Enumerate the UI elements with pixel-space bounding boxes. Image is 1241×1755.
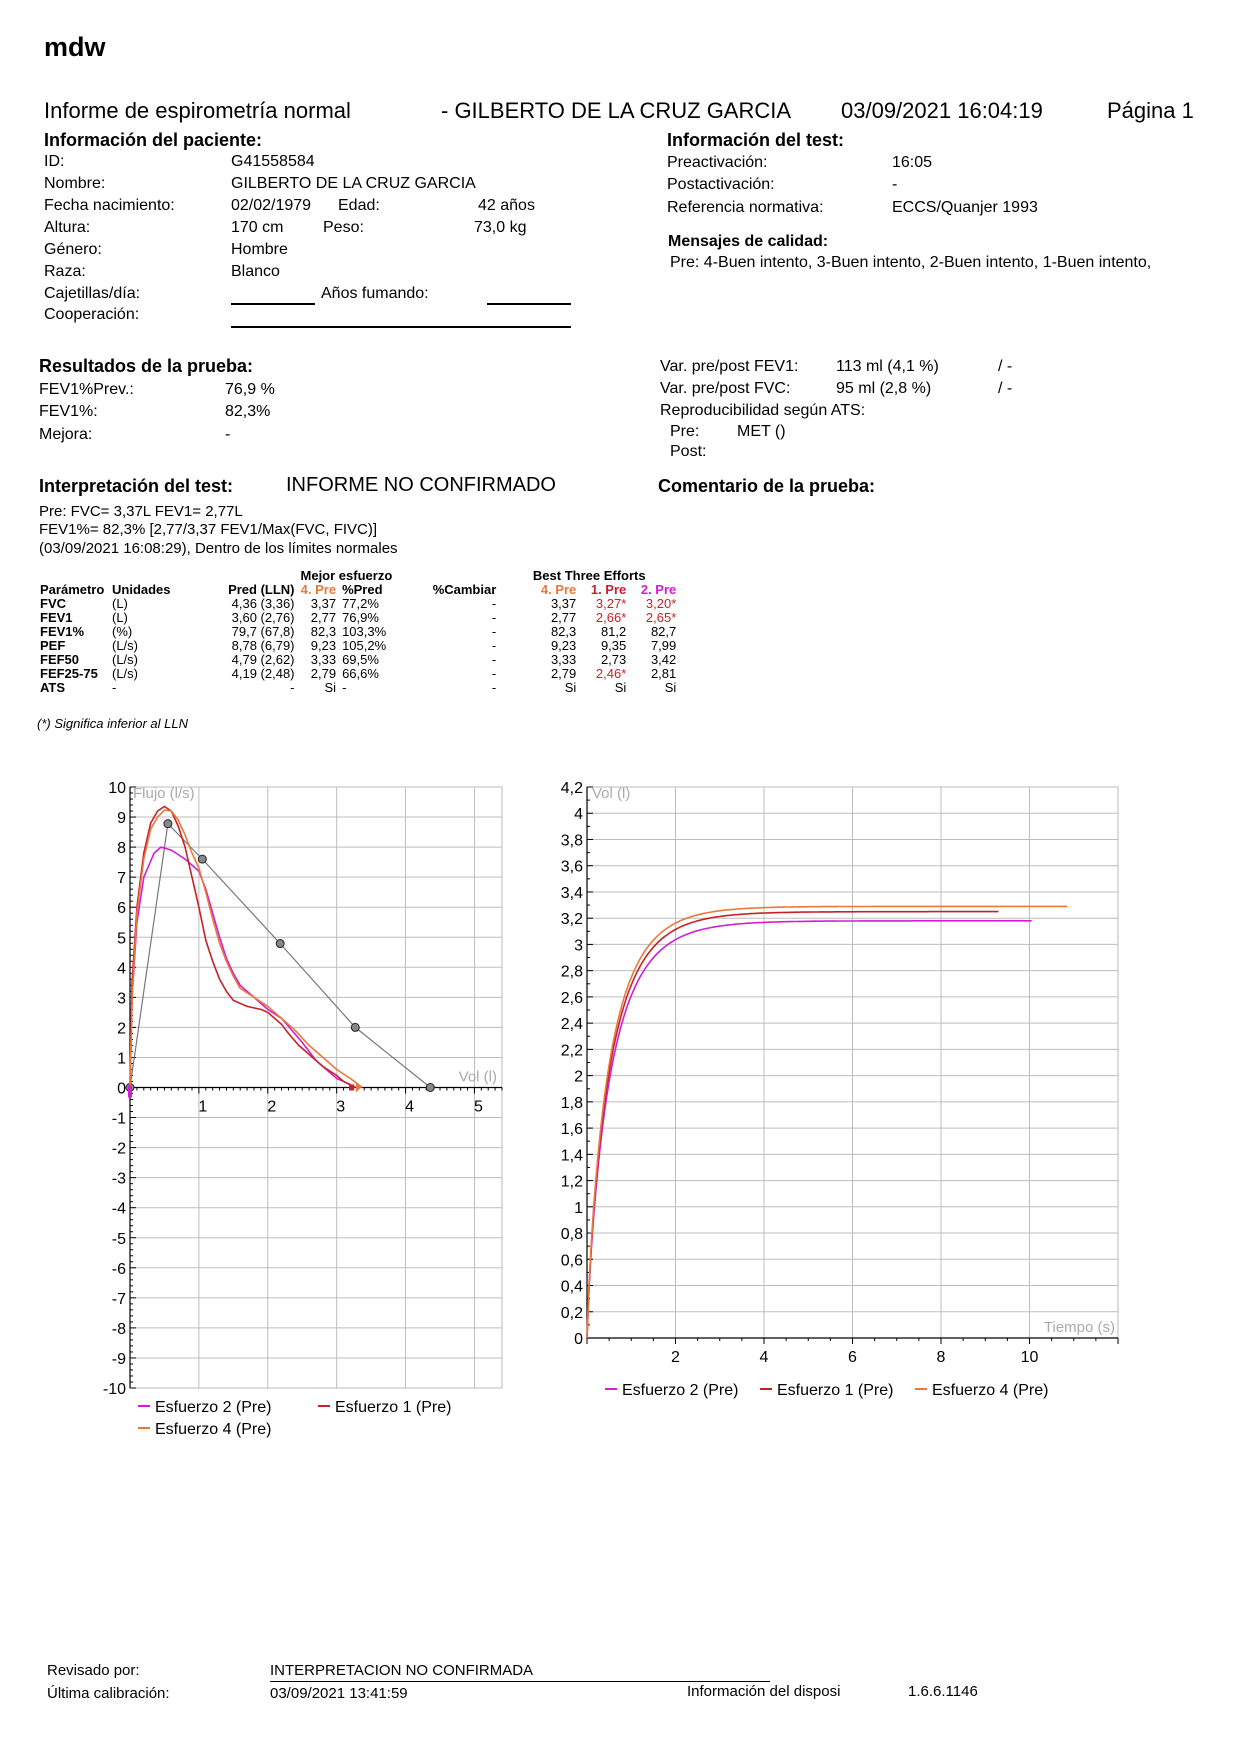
header-patient-name: - GILBERTO DE LA CRUZ GARCIA	[441, 98, 792, 123]
y-tick-label: 3,8	[560, 832, 583, 850]
legend-label: Esfuerzo 1 (Pre)	[777, 1382, 894, 1399]
predicted-point	[198, 855, 206, 863]
y-tick-label: 1,6	[560, 1121, 583, 1139]
y-tick-label: 2,4	[560, 1016, 583, 1034]
cell-best-4pre: 3,37	[310, 596, 337, 611]
table-header-row	[37, 583, 679, 597]
birthdate-value: 02/02/1979	[231, 197, 312, 214]
y-tick-label: -10	[102, 1381, 126, 1398]
x-tick-label: 2	[267, 1098, 277, 1116]
preactivation-value: 16:05	[892, 154, 933, 171]
var-fev1-post: / -	[998, 358, 1013, 375]
cooperation-label: Cooperación:	[44, 306, 140, 323]
cell-three-4pre: 82,3	[550, 624, 577, 639]
cell-param: FVC	[40, 596, 66, 611]
years-smoking-blank	[487, 303, 571, 305]
interpretation-status: INFORME NO CONFIRMADO	[286, 474, 556, 496]
x-tick-label: 4	[759, 1349, 769, 1366]
birthdate-label: Fecha nacimiento:	[44, 197, 175, 214]
cell-param: ATS	[40, 680, 66, 695]
comment-heading: Comentario de la prueba:	[658, 476, 876, 496]
cell-pred: 79,7 (67,8)	[231, 624, 295, 639]
cell-three-2pre: Si	[664, 680, 677, 695]
y-axis-label: Vol (l)	[592, 785, 631, 802]
cell-three-1pre: 2,66*	[595, 610, 627, 625]
reviewed-label: Revisado por:	[47, 1662, 140, 1679]
quality-messages-heading: Mensajes de calidad:	[668, 233, 829, 250]
legend-label: Esfuerzo 2 (Pre)	[622, 1382, 739, 1399]
table-row	[37, 597, 679, 611]
y-tick-label: -9	[111, 1350, 126, 1368]
y-tick-label: -8	[111, 1320, 126, 1338]
cell-pct-pred: 69,5%	[342, 652, 379, 667]
y-tick-label: 3,2	[560, 911, 583, 929]
cell-three-2pre: 2,81	[650, 666, 677, 681]
y-tick-label: 6	[117, 900, 126, 918]
patient-id-label: ID:	[44, 153, 65, 170]
cell-pct-pred: 105,2%	[342, 638, 387, 653]
interpretation-line-3: (03/09/2021 16:08:29), Dentro de los límites normales	[39, 540, 398, 557]
results-table	[37, 569, 679, 695]
predicted-point	[351, 1023, 359, 1031]
height-label: Altura:	[44, 219, 91, 236]
calibration-value: 03/09/2021 13:41:59	[270, 1685, 408, 1702]
cell-pct-pred: 77,2%	[342, 596, 379, 611]
table-row	[37, 653, 679, 667]
y-tick-label: 3	[117, 990, 126, 1008]
y-tick-label: 3,4	[560, 884, 583, 902]
y-tick-label: 0	[574, 1331, 583, 1348]
cell-three-2pre: 2,65*	[645, 610, 677, 625]
gender-value: Hombre	[231, 241, 288, 258]
y-tick-label: 2,6	[560, 989, 583, 1007]
cell-three-1pre: 81,2	[600, 624, 627, 639]
start-marker	[128, 1086, 132, 1098]
y-tick-label: -2	[111, 1140, 126, 1158]
y-tick-label: 1,4	[560, 1147, 583, 1165]
x-axis-label: Vol (l)	[458, 1068, 497, 1086]
header-parameter: Parámetro	[40, 582, 105, 597]
improvement-label: Mejora:	[39, 426, 93, 443]
end-marker	[349, 1085, 354, 1091]
cell-pct-change: -	[491, 652, 497, 667]
cell-pct-change: -	[491, 596, 497, 611]
cell-three-1pre: 9,35	[600, 638, 627, 653]
age-value: 42 años	[478, 197, 535, 214]
cell-three-1pre: 2,46*	[595, 666, 627, 681]
interpretation-line-1: Pre: FVC= 3,37L FEV1= 2,77L	[39, 503, 243, 520]
y-tick-label: 1	[574, 1199, 583, 1217]
software-version: 1.6.6.1146	[908, 1683, 978, 1700]
cell-unit: (L/s)	[112, 638, 138, 653]
fev1-prev-label: FEV1%Prev.:	[39, 381, 134, 398]
repro-pre-value: MET ()	[737, 423, 786, 440]
var-fvc-label: Var. pre/post FVC:	[660, 380, 791, 397]
legend-label: Esfuerzo 2 (Pre)	[155, 1399, 272, 1416]
cell-param: PEF	[40, 638, 66, 653]
y-tick-label: -1	[111, 1110, 126, 1128]
cell-pct-change: -	[491, 680, 497, 695]
y-axis-label: Flujo (l/s)	[133, 785, 195, 802]
report-title: Informe de espirometría normal	[44, 98, 351, 123]
cell-pct-change: -	[491, 666, 497, 681]
y-tick-label: 2	[574, 1068, 583, 1086]
header-three-4pre: 4. Pre	[540, 582, 577, 597]
reference-label: Referencia normativa:	[667, 199, 824, 216]
table-row	[37, 681, 679, 695]
packs-per-day-label: Cajetillas/día:	[44, 285, 141, 302]
y-tick-label: -5	[111, 1230, 126, 1248]
legend-label: Esfuerzo 4 (Pre)	[932, 1382, 1049, 1399]
y-tick-label: 1,8	[560, 1094, 583, 1112]
packs-per-day-blank	[231, 303, 315, 305]
cell-best-4pre: 2,77	[310, 610, 337, 625]
page-number: Página 1	[1107, 98, 1194, 123]
brand-logo-text: mdw	[44, 32, 106, 62]
var-fvc-value: 95 ml (2,8 %)	[836, 380, 932, 397]
y-tick-label: 0,4	[560, 1278, 583, 1296]
cell-three-4pre: 2,77	[550, 610, 577, 625]
x-axis-label: Tiempo (s)	[1043, 1319, 1115, 1336]
cell-three-4pre: 3,37	[550, 596, 577, 611]
group-best-three: Best Three Efforts	[532, 568, 646, 583]
cell-pred: 4,79 (2,62)	[231, 652, 295, 667]
y-tick-label: 1	[117, 1050, 126, 1068]
repro-post-label: Post:	[670, 443, 707, 460]
results-heading: Resultados de la prueba:	[39, 356, 254, 376]
table-footnote: (*) Significa inferior al LLN	[37, 716, 189, 731]
y-tick-label: 2,2	[560, 1042, 583, 1060]
postactivation-label: Postactivación:	[667, 176, 775, 193]
y-tick-label: 10	[108, 780, 126, 797]
y-tick-label: 4	[574, 806, 583, 824]
var-fvc-post: / -	[998, 380, 1013, 397]
y-tick-label: -4	[111, 1200, 126, 1218]
calibration-label: Última calibración:	[47, 1685, 170, 1702]
reference-value: ECCS/Quanjer 1993	[892, 199, 1038, 216]
header-best-4pre: 4. Pre	[300, 582, 337, 597]
table-row	[37, 639, 679, 653]
cell-param: FEF25-75	[40, 666, 98, 681]
header-units: Unidades	[112, 582, 171, 597]
cell-pred: 3,60 (2,76)	[231, 610, 295, 625]
interpretation-heading: Interpretación del test:	[39, 476, 234, 496]
fev1-percent-value: 82,3%	[225, 403, 271, 420]
cell-three-4pre: 3,33	[550, 652, 577, 667]
fev1-percent-label: FEV1%:	[39, 403, 98, 420]
group-best-effort: Mejor esfuerzo	[300, 568, 393, 583]
cell-pct-pred: 103,3%	[342, 624, 387, 639]
cell-param: FEV1%	[40, 624, 85, 639]
weight-label: Peso:	[323, 219, 364, 236]
gender-label: Género:	[44, 241, 102, 258]
cell-unit: (L)	[112, 610, 128, 625]
postactivation-value: -	[892, 176, 898, 193]
improvement-value: -	[225, 426, 231, 443]
y-tick-label: 4,2	[560, 780, 583, 797]
x-tick-label: 3	[336, 1098, 346, 1116]
cell-three-4pre: Si	[564, 680, 577, 695]
y-tick-label: 0	[117, 1080, 126, 1098]
race-value: Blanco	[231, 263, 280, 280]
quality-messages-text: Pre: 4-Buen intento, 3-Buen intento, 2-Buen intento, 1-Buen intento,	[670, 254, 1152, 271]
cell-unit: (L/s)	[112, 666, 138, 681]
y-tick-label: 0,8	[560, 1226, 583, 1244]
predicted-point	[276, 940, 284, 948]
cell-param: FEF50	[40, 652, 80, 667]
reviewed-value: INTERPRETACION NO CONFIRMADA	[270, 1662, 534, 1679]
cell-pct-change: -	[491, 638, 497, 653]
cell-pred: 4,19 (2,48)	[231, 666, 295, 681]
flow-volume-chart	[0, 760, 620, 1440]
header-pred: Pred (LLN)	[228, 582, 295, 597]
patient-name-value: GILBERTO DE LA CRUZ GARCIA	[231, 175, 476, 192]
y-tick-label: 7	[117, 870, 126, 888]
header-pct-change: %Cambiar	[432, 582, 497, 597]
fev1-prev-value: 76,9 %	[225, 381, 275, 398]
cell-best-4pre: 3,33	[310, 652, 337, 667]
cooperation-blank	[231, 326, 571, 328]
repro-pre-label: Pre:	[670, 423, 700, 440]
cell-three-4pre: 2,79	[550, 666, 577, 681]
cell-three-1pre: 2,73	[600, 652, 627, 667]
patient-id-value: G41558584	[231, 153, 315, 170]
y-tick-label: 8	[117, 840, 126, 858]
x-tick-label: 8	[936, 1349, 946, 1366]
cell-three-2pre: 82,7	[650, 624, 677, 639]
cell-three-2pre: 7,99	[650, 638, 677, 653]
cell-pct-change: -	[491, 610, 497, 625]
device-info-label: Información del disposi	[687, 1683, 841, 1700]
table-row	[37, 667, 679, 681]
table-row	[37, 611, 679, 625]
x-tick-label: 6	[848, 1349, 857, 1366]
cell-pct-pred: 76,9%	[342, 610, 379, 625]
x-tick-label: 1	[198, 1098, 208, 1116]
cell-pred: 4,36 (3,36)	[231, 596, 295, 611]
cell-unit: (%)	[112, 624, 133, 639]
interpretation-line-2: FEV1%= 82,3% [2,77/3,37 FEV1/Max(FVC, FIVC)]	[39, 521, 378, 538]
header-three-1pre: 1. Pre	[590, 582, 627, 597]
legend-label: Esfuerzo 1 (Pre)	[335, 1399, 452, 1416]
cell-param: FEV1	[40, 610, 73, 625]
header-three-2pre: 2. Pre	[640, 582, 677, 597]
x-tick-label: 5	[473, 1098, 483, 1116]
y-tick-label: 9	[117, 810, 126, 828]
patient-info-heading: Información del paciente:	[44, 130, 263, 150]
table-row	[37, 625, 679, 639]
cell-best-4pre: 82,3	[310, 624, 337, 639]
cell-unit: -	[112, 680, 117, 695]
x-tick-label: 2	[671, 1349, 680, 1366]
header-pct-pred: %Pred	[342, 582, 383, 597]
race-label: Raza:	[44, 263, 86, 280]
y-tick-label: 1,2	[560, 1173, 583, 1191]
var-fev1-value: 113 ml (4,1 %)	[836, 358, 939, 375]
test-info-heading: Información del test:	[667, 130, 845, 150]
volume-time-chart	[540, 760, 1240, 1440]
predicted-point	[426, 1084, 434, 1092]
cell-best-4pre: Si	[324, 680, 337, 695]
y-tick-label: 5	[117, 930, 126, 948]
cell-pred: -	[290, 680, 295, 695]
cell-three-1pre: 3,27*	[595, 596, 627, 611]
cell-pred: 8,78 (6,79)	[231, 638, 295, 653]
cell-three-2pre: 3,42	[650, 652, 677, 667]
cell-unit: (L)	[112, 596, 128, 611]
y-tick-label: 3,6	[560, 858, 583, 876]
preactivation-label: Preactivación:	[667, 154, 768, 171]
y-tick-label: -3	[111, 1170, 126, 1188]
y-tick-label: -6	[111, 1260, 126, 1278]
weight-value: 73,0 kg	[474, 219, 527, 236]
cell-pct-change: -	[491, 624, 497, 639]
y-tick-label: 3	[574, 937, 583, 955]
cell-three-2pre: 3,20*	[645, 596, 677, 611]
y-tick-label: 2	[117, 1020, 126, 1038]
cell-three-4pre: 9,23	[550, 638, 577, 653]
reviewed-underline	[270, 1681, 770, 1682]
y-tick-label: -7	[111, 1290, 126, 1308]
age-label: Edad:	[338, 197, 380, 214]
var-fev1-label: Var. pre/post FEV1:	[660, 358, 799, 375]
cell-best-4pre: 2,79	[310, 666, 337, 681]
patient-name-label: Nombre:	[44, 175, 106, 192]
height-value: 170 cm	[231, 219, 284, 236]
y-tick-label: 4	[117, 960, 126, 978]
cell-pct-pred: 66,6%	[342, 666, 379, 681]
x-tick-label: 10	[1020, 1349, 1039, 1366]
y-tick-label: 0,6	[560, 1252, 583, 1270]
cell-best-4pre: 9,23	[310, 638, 337, 653]
cell-unit: (L/s)	[112, 652, 138, 667]
y-tick-label: 2,8	[560, 963, 583, 981]
y-tick-label: 0,2	[560, 1304, 583, 1322]
reproducibility-label: Reproducibilidad según ATS:	[660, 402, 866, 419]
header-datetime: 03/09/2021 16:04:19	[841, 98, 1043, 123]
cell-three-1pre: Si	[614, 680, 627, 695]
cell-pct-pred: -	[342, 680, 347, 695]
x-tick-label: 4	[405, 1098, 415, 1116]
legend-label: Esfuerzo 4 (Pre)	[155, 1421, 272, 1438]
years-smoking-label: Años fumando:	[321, 285, 429, 302]
predicted-point	[164, 820, 172, 828]
